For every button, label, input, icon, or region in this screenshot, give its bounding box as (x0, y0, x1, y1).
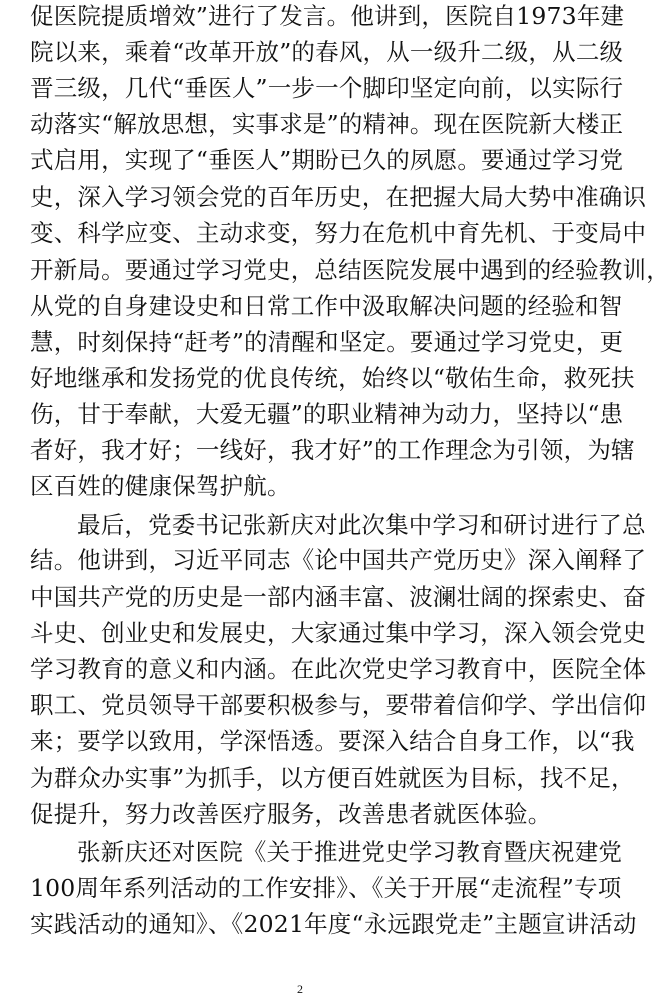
text-line: 动落实“解放思想，实事求是”的精神。现在医院新大楼正 (30, 110, 624, 138)
text-line: 学习教育的意义和内涵。在此次党史学习教育中，医院全体 (30, 655, 647, 683)
text-line: 为群众办实事”为抓手，以方便百姓就医为目标，找不足， (30, 764, 635, 792)
text-line: 变、科学应变、主动求变，努力在危机中育先机、于变局中 (30, 219, 647, 247)
text-line: 区百姓的健康保驾护航。 (30, 472, 291, 500)
text-line: 伤，甘于奉献，大爱无疆”的职业精神为动力，坚持以“患 (30, 400, 624, 428)
text-line: 促提升，努力改善医疗服务，改善患者就医体验。 (30, 800, 552, 828)
text-line: 开新局。要通过学习党史，总结医院发展中遇到的经验教训， (30, 256, 670, 284)
page-number: 2 (297, 982, 303, 996)
text-line: 晋三级，几代“垂医人”一步一个脚印坚定向前，以实际行 (30, 74, 624, 102)
text-line: 从党的自身建设史和日常工作中汲取解决问题的经验和智 (30, 292, 623, 320)
text-line: 史，深入学习领会党的百年历史，在把握大局大势中准确识 (30, 183, 647, 211)
text-line: 好地继承和发扬党的优良传统，始终以“敬佑生命，救死扶 (30, 364, 635, 392)
text-line: 职工、党员领导干部要积极参与，要带着信仰学、学出信仰 (30, 691, 647, 719)
text-line: 100周年系列活动的工作安排》、《关于开展“走流程”专项 (30, 874, 622, 902)
text-line: 斗史、创业史和发展史，大家通过集中学习，深入领会党史 (30, 619, 647, 647)
text-line: 来；要学以致用，学深悟透。要深入结合自身工作，以“我 (30, 727, 635, 755)
paragraph-first-line: 张新庆还对医院《关于推进党史学习教育暨庆祝建党 (77, 838, 623, 866)
text-line: 实践活动的通知》、《2021年度“永远跟党走”主题宣讲活动 (30, 910, 637, 938)
text-line: 式启用，实现了“垂医人”期盼已久的夙愿。要通过学习党 (30, 146, 624, 174)
text-line: 结。他讲到，习近平同志《论中国共产党历史》深入阐释了 (30, 546, 647, 574)
text-line: 者好，我才好；一线好，我才好”的工作理念为引领，为辖 (30, 436, 635, 464)
text-line: 院以来，乘着“改革开放”的春风，从一级升二级，从二级 (30, 38, 624, 66)
text-line: 中国共产党的历史是一部内涵丰富、波澜壮阔的探索史、奋 (30, 583, 647, 611)
text-line: 促医院提质增效”进行了发言。他讲到，医院自1973年建 (30, 2, 625, 30)
text-line: 慧，时刻保持“赶考”的清醒和坚定。要通过学习党史，更 (30, 328, 624, 356)
paragraph-first-line: 最后，党委书记张新庆对此次集中学习和研讨进行了总 (77, 511, 646, 539)
